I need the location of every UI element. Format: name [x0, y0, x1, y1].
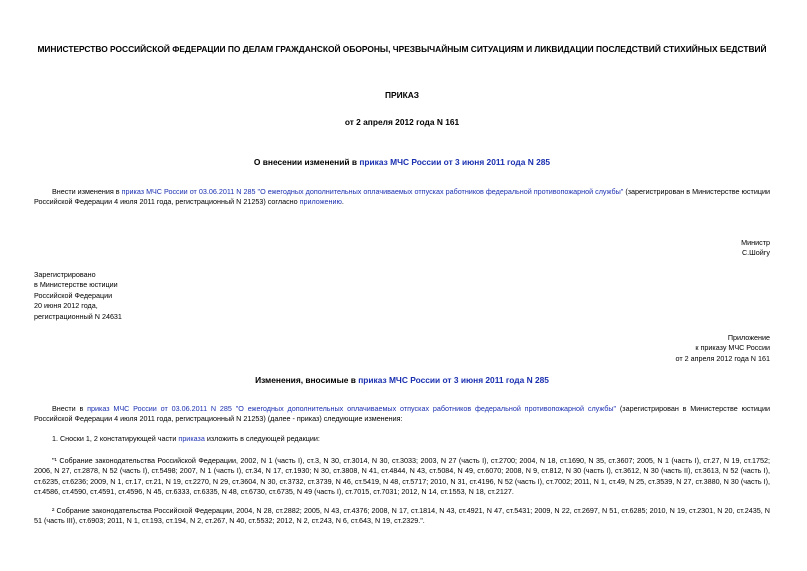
changes-title-link[interactable]: приказ МЧС России от 3 июня 2011 года N 285 [358, 375, 549, 385]
appendix-line-2: к приказу МЧС России [695, 343, 770, 353]
item-1-paragraph [34, 434, 770, 444]
changes-intro-link-order[interactable]: приказ МЧС России от 03.06.2011 N 285 "О ежегодных дополнительных оплачиваемых отпусках работников федеральной противопожарной службы" [87, 404, 617, 413]
order-date: от 2 апреля 2012 года N 161 [344, 117, 460, 127]
registration-line-3: Российской Федерации [34, 290, 113, 300]
intro-text-1: Внести изменения в [52, 187, 122, 196]
changes-title [34, 374, 770, 386]
minister-name: С.Шойгу [741, 248, 770, 258]
changes-intro-text-2: (зарегистрирован в Министерстве юстиции Российской Федерации 4 июля 2011 года, регистрационный N 21253) (далее - приказ) следующие изменения: [34, 404, 770, 424]
registration-line-5: регистрационный N 24631 [34, 311, 122, 321]
registration-line-2: в Министерстве юстиции [34, 280, 118, 290]
registration-line-4: 20 июня 2012 года, [34, 301, 98, 311]
footnote-2-paragraph: ² Собрание законодательства Российской Федерации, 2004, N 28, ст.2882; 2005, N 43, ст.4376; 2008, N 17, ст.1814, N 43, ст.4921, N 47, ст.5431; 2009, N 22, ст.2697, N 51, ст.6285; 2010, N 19, ст.2301, N 20, ст.2435, N 51 (часть III), ст.6903; 2011, N 1, ст.193, ст.194, N 2, ст.267, N 40, ст.5532; 2012, N 2, ст.243, N 6, ст.643, N 19, ст.2329.". [34, 506, 770, 526]
ministry-heading: МИНИСТЕРСТВО РОССИЙСКОЙ ФЕДЕРАЦИИ ПО ДЕЛАМ ГРАЖДАНСКОЙ ОБОРОНЫ, ЧРЕЗВЫЧАЙНЫМ СИТУАЦИЯМ И ЛИКВИДАЦИИ ПОСЛЕДСТВИЙ СТИХИЙНЫХ БЕДСТВИЙ [37, 44, 767, 54]
item-1-text-2: изложить в следующей редакции: [204, 434, 320, 443]
minister-signature [741, 238, 770, 259]
intro-link-order[interactable]: приказ МЧС России от 03.06.2011 N 285 "О ежегодных дополнительных оплачиваемых отпусках работников федеральной противопожарной службы" [121, 187, 624, 196]
changes-intro-text-1: Внести в [52, 404, 88, 413]
order-title-prefix: О внесении изменений в [253, 157, 360, 167]
changes-title-prefix: Изменения, вносимые в [255, 375, 359, 385]
footnote-1-paragraph: "¹ Собрание законодательства Российской Федерации, 2002, N 1 (часть I), ст.3, N 30, ст.3014, N 30, ст.3033; 2003, N 27 (часть I), ст.2700; 2004, N 18, ст.1690, N 35, ст.3607; 2005, N 1 (часть I), ст.27, N 19, ст.1752; 2006, N 27, ст.2878, N 52 (часть I), ст.5498; 2007, N 1 (часть I), ст.34, N 17, ст.1930; N 30, ст.3808, N 41, ст.4844, N 43, ст.5084, N 49, ст.6070; 2008, N 9, ст.812, N 30 (часть I), ст.3612, N 30 (часть II), ст.3613, N 52 (часть I), ст.6235, ст.6236; 2009, N 1, ст.17, ст.21, N 19, ст.2270, N 29, ст.3604, N 30, ст.3732, ст.3739, N 46, ст.5419, N 48, ст.5717; 2010, N 31, ст.4196, N 52 (часть I), ст.7002; 2011, N 1, ст.49, N 25, ст.3539, N 27, ст.3880, N 30 (часть I), ст.4586, ст.4590, ст.4591, ст.4596, N 45, ст.6333, ст.6335, N 48, ст.6730, ст.6735, N 49 (часть I), ст.7015, ст.7031; 2012, N 14, ст.1553, N 18, ст.2127. [34, 456, 770, 497]
minister-title: Министр [741, 238, 770, 247]
appendix-block [675, 333, 770, 364]
registration-line-1: Зарегистрировано [34, 270, 96, 279]
appendix-line-1: Приложение [727, 333, 770, 342]
registration-block [34, 270, 122, 322]
changes-intro-paragraph [34, 404, 770, 425]
item-1-text-1: 1. Сноски 1, 2 констатирующей части [52, 434, 179, 443]
intro-paragraph [34, 187, 770, 208]
intro-text-2: (зарегистрирован в Министерстве юстиции Российской Федерации 4 июля 2011 года, регистрационный N 21253) согласно [34, 187, 770, 207]
intro-link-appendix[interactable]: приложению [299, 197, 342, 207]
intro-text-3: . [341, 197, 344, 207]
order-word: ПРИКАЗ [384, 90, 420, 100]
appendix-line-3: от 2 апреля 2012 года N 161 [675, 353, 770, 363]
order-title [34, 156, 770, 168]
order-title-link[interactable]: приказ МЧС России от 3 июня 2011 года N 285 [359, 157, 551, 167]
item-1-link-order[interactable]: приказа [178, 434, 205, 443]
